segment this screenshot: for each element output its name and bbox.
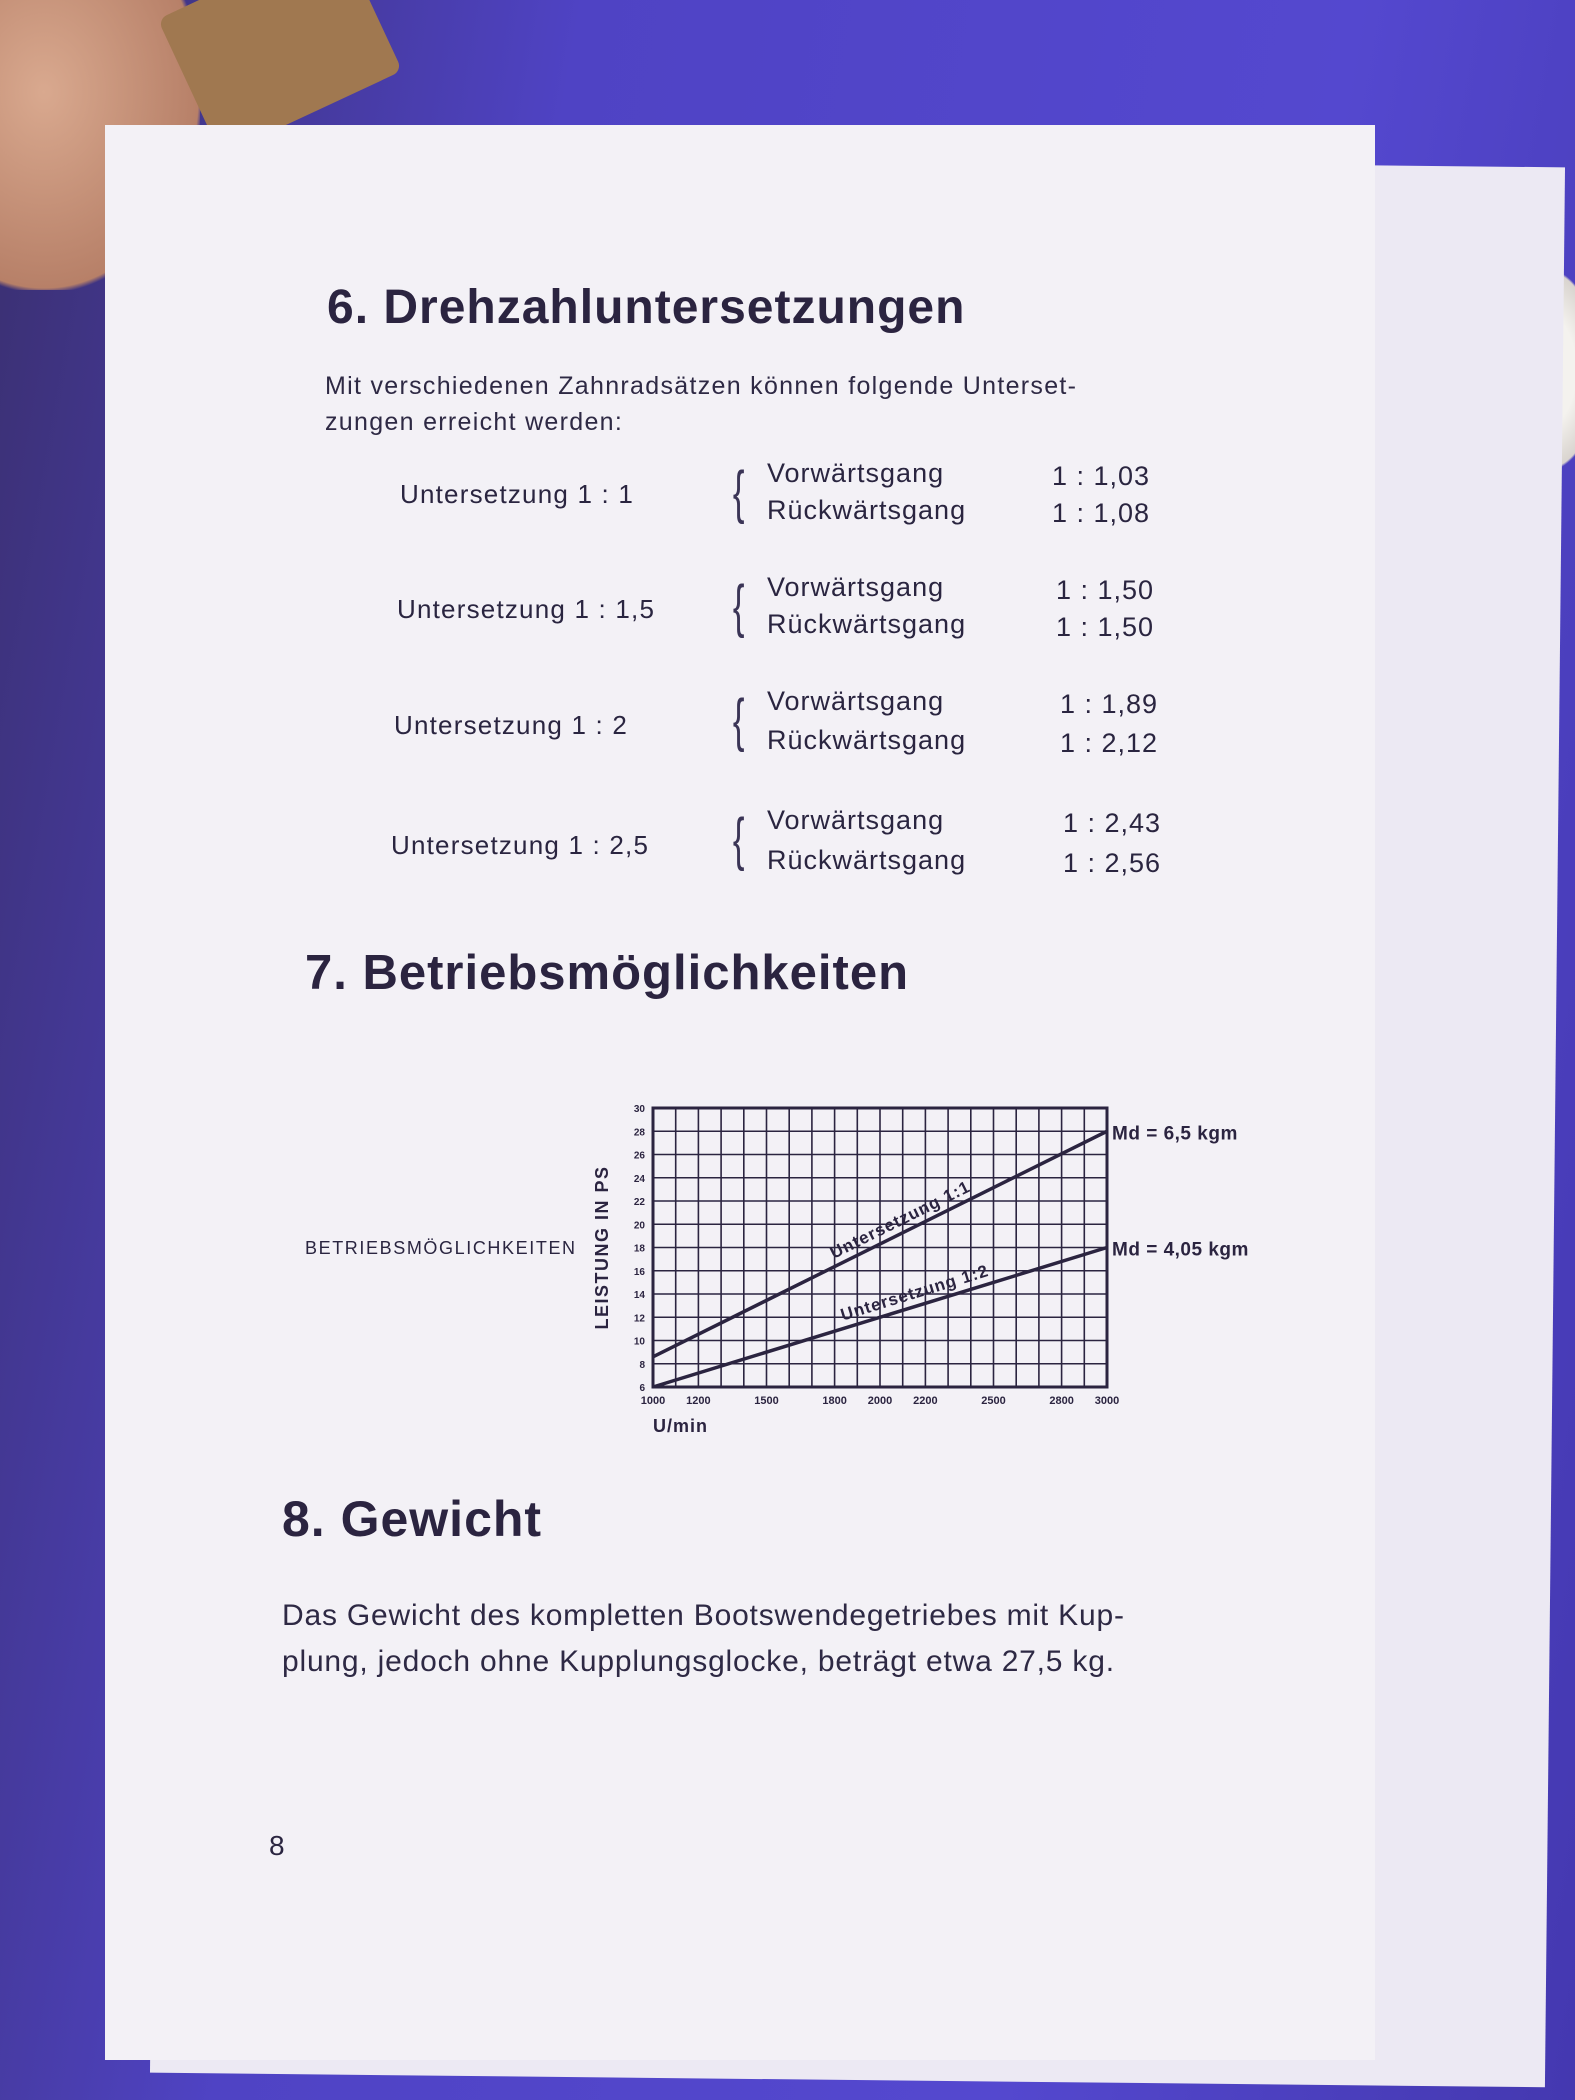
forward-label: Vorwärtsgang <box>767 572 945 602</box>
y-axis-label: LEISTUNG IN PS <box>592 1165 612 1330</box>
series-annotation: Md = 4,05 kgm <box>1112 1239 1249 1261</box>
y-tick-label: 16 <box>633 1266 645 1278</box>
x-tick-label: 2000 <box>867 1395 893 1407</box>
forward-ratio: 1 : 1,50 <box>1056 575 1155 605</box>
y-tick-label: 8 <box>639 1359 645 1371</box>
y-tick-label: 26 <box>633 1150 645 1162</box>
brace-icon: { <box>732 574 745 639</box>
intro-line-2: zungen erreicht werden: <box>325 408 624 436</box>
brace-icon: { <box>732 807 745 872</box>
reverse-label: Rückwärtsgang <box>767 495 967 525</box>
brace-icon: { <box>732 688 745 753</box>
forward-ratio: 1 : 1,89 <box>1060 689 1159 719</box>
ratio-group-label: Untersetzung 1 : 1,5 <box>397 594 656 624</box>
x-tick-label: 1500 <box>754 1395 779 1407</box>
reverse-ratio: 1 : 1,50 <box>1056 612 1155 642</box>
reverse-ratio: 1 : 1,08 <box>1052 498 1151 528</box>
y-tick-label: 6 <box>639 1383 645 1394</box>
y-tick-label: 10 <box>633 1336 645 1348</box>
y-tick-label: 28 <box>633 1127 645 1139</box>
x-tick-label: 1800 <box>822 1395 847 1407</box>
forward-label: Vorwärtsgang <box>767 686 945 716</box>
section-8-text <box>282 1593 1322 1685</box>
y-tick-label: 30 <box>633 1104 645 1115</box>
series-annotation: Md = 6,5 kgm <box>1112 1123 1238 1145</box>
reverse-ratio: 1 : 2,56 <box>1063 848 1162 878</box>
ratio-group-label: Untersetzung 1 : 2 <box>394 710 629 740</box>
y-tick-label: 14 <box>633 1290 645 1301</box>
x-tick-label: 1000 <box>640 1395 666 1407</box>
x-tick-label: 3000 <box>1094 1395 1120 1407</box>
x-tick-label: 2500 <box>981 1395 1006 1407</box>
y-tick-label: 18 <box>633 1243 645 1255</box>
intro-line-1: Mit verschiedenen Zahnradsätzen können folgende Unterset- <box>325 372 1078 400</box>
series-label: Untersetzung 1:2 <box>838 1261 992 1325</box>
y-tick-label: 22 <box>633 1197 645 1208</box>
forward-ratio: 1 : 1,03 <box>1052 461 1151 491</box>
x-tick-label: 2200 <box>913 1395 938 1407</box>
forward-ratio: 1 : 2,43 <box>1063 808 1162 838</box>
section-7-title: 7. Betriebsmöglichkeiten <box>305 946 910 1000</box>
document-page <box>105 125 1375 2060</box>
y-tick-label: 20 <box>633 1220 645 1232</box>
weight-line-1: Das Gewicht des kompletten Bootswendegetriebes mit Kup- <box>282 1599 1125 1632</box>
power-chart <box>105 125 1375 2060</box>
brace-icon: { <box>732 460 745 525</box>
reverse-label: Rückwärtsgang <box>767 845 967 875</box>
forward-label: Vorwärtsgang <box>767 458 945 488</box>
x-tick-label: 2800 <box>1049 1395 1074 1407</box>
weight-line-2: plung, jedoch ohne Kupplungsglocke, beträgt etwa 27,5 kg. <box>282 1645 1115 1678</box>
reverse-ratio: 1 : 2,12 <box>1060 728 1159 758</box>
section-6-title: 6. Drehzahluntersetzungen <box>327 281 966 334</box>
page-number: 8 <box>269 1830 285 1861</box>
ratio-group-label: Untersetzung 1 : 2,5 <box>391 830 650 860</box>
x-axis-label: U/min <box>653 1416 709 1436</box>
reverse-label: Rückwärtsgang <box>767 609 967 639</box>
reverse-label: Rückwärtsgang <box>767 725 967 755</box>
y-tick-label: 12 <box>633 1313 645 1325</box>
section-8-title: 8. Gewicht <box>282 1491 543 1547</box>
x-tick-label: 1200 <box>686 1395 711 1407</box>
forward-label: Vorwärtsgang <box>767 805 945 835</box>
y-tick-label: 24 <box>633 1173 645 1185</box>
ratio-group-label: Untersetzung 1 : 1 <box>400 479 635 509</box>
chart-caption: BETRIEBSMÖGLICHKEITEN <box>305 1238 577 1258</box>
series-label: Untersetzung 1:1 <box>827 1177 974 1263</box>
